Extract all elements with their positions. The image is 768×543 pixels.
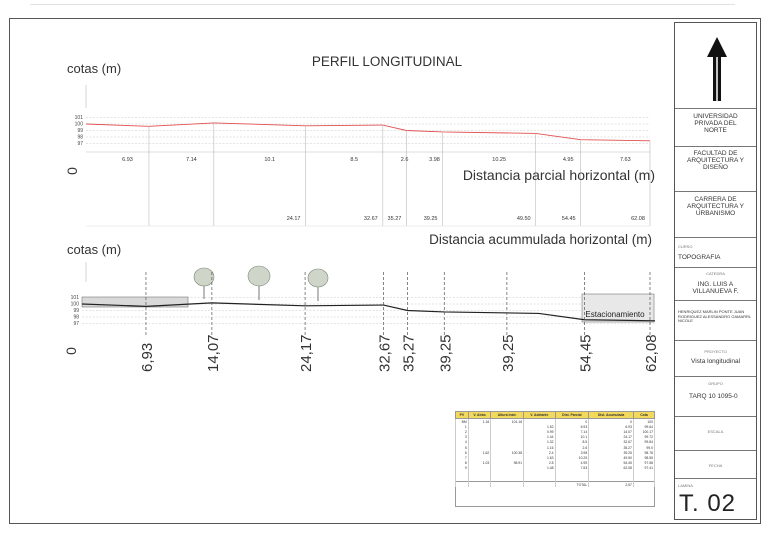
table-cell: 10.1	[555, 435, 589, 440]
top-elev-tick: 97	[77, 141, 83, 147]
cumulative-distance: 35.27	[387, 216, 402, 222]
table-cell: 4	[456, 440, 469, 445]
table-cell: 0.99	[524, 429, 555, 434]
chair-value: ING. LUIS A VILLANUEVA F.	[692, 281, 739, 295]
cumulative-distance: 49.50	[516, 216, 531, 222]
top-ylabel: cotas (m)	[67, 61, 122, 76]
table-cell: 5	[456, 445, 469, 450]
table-cell: 1.62	[468, 450, 491, 455]
top-elev-tick: 99	[77, 128, 83, 134]
cumulative-distance: 62.08	[631, 216, 645, 222]
career-name: CARRERA DE ARQUITECTURA Y URBANISMO	[687, 196, 744, 217]
table-cell: 8.5	[555, 440, 589, 445]
leveling-table	[455, 411, 655, 487]
top-elevation-grid	[86, 118, 650, 144]
bottom-elev-tick: 99	[73, 308, 79, 314]
bottom-elevation-ticks	[71, 295, 80, 327]
partial-distance: 7.14	[186, 157, 197, 163]
table-cell: 3.98	[555, 450, 589, 455]
station-label: 14,07	[204, 334, 222, 372]
sheet-code: T. 02	[679, 490, 737, 517]
partial-distance: 6.93	[122, 157, 133, 163]
partial-distance: 4.95	[562, 157, 574, 163]
university-name: UNIVERSIDAD PRIVADA DEL NORTE	[693, 113, 738, 134]
group-cell	[675, 376, 756, 416]
table-cell: 1.16	[468, 419, 491, 425]
table-header-cell: PV	[456, 412, 469, 419]
top-elev-tick: 101	[74, 115, 83, 121]
project-cell	[675, 340, 756, 376]
table-cell: 1.52	[524, 424, 555, 429]
chair-label: CATEDRA	[706, 271, 725, 276]
chair-cell	[675, 267, 756, 300]
table-cell: 100.17	[633, 429, 654, 434]
table-cell: BM	[456, 419, 469, 425]
top-partial-distances	[122, 157, 631, 163]
partial-distance: 10.1	[264, 157, 276, 163]
table-cell	[491, 482, 524, 488]
table-cell: 7.14	[555, 429, 589, 434]
tree-icon	[308, 269, 328, 301]
sheet-label: LAMINA	[678, 483, 693, 488]
table-cell: 99.72	[633, 435, 654, 440]
station-label: 39,25	[499, 334, 517, 372]
cumulative-distance: 32.67	[363, 216, 378, 222]
tree-icon	[248, 266, 270, 300]
table-cell: 4.95	[555, 461, 589, 466]
tree-icon	[194, 268, 214, 299]
table-cell: 99.84	[633, 440, 654, 445]
career-cell	[675, 191, 756, 237]
table-cell: 32.67	[589, 440, 634, 445]
table-cell: 24.17	[589, 435, 634, 440]
project-value: Vista longitudinal	[690, 358, 741, 365]
group-value: TARQ 10 1095-0	[689, 393, 738, 400]
station-label: 62,08	[643, 334, 660, 372]
sheet-code-cell	[675, 478, 756, 521]
table-cell: 49.50	[589, 455, 634, 460]
table-cell: 1	[456, 424, 469, 429]
date-cell	[675, 450, 756, 478]
bottom-elev-tick: 97	[73, 321, 79, 327]
table-cell: 62.08	[589, 466, 634, 471]
group-label: GRUPO	[708, 381, 723, 386]
station-label: 6,93	[138, 342, 156, 372]
table-header-cell: Altura Instr.	[491, 412, 524, 419]
table-cell: 39.25	[589, 450, 634, 455]
table-cell: 54.45	[589, 461, 634, 466]
table-cell: 1.44	[524, 435, 555, 440]
course-cell	[675, 237, 756, 267]
table-cell: 97.41	[633, 466, 654, 471]
table-cell: 2.8	[524, 461, 555, 466]
north-arrow-icon	[675, 23, 758, 108]
table-cell: 99.0	[633, 445, 654, 450]
partial-distance: 7.63	[619, 157, 631, 163]
table-cell: 2.4	[524, 450, 555, 455]
table-cell	[524, 482, 555, 488]
students-cell	[675, 300, 756, 340]
table-total-row	[456, 482, 655, 488]
faculty-name: FACULTAD DE ARQUITECTURA Y DISEÑO	[687, 150, 744, 171]
date-label: FECHA	[708, 463, 723, 468]
course-value: TOPOGRAFIA	[678, 254, 721, 261]
cumulative-distance: 54.45	[561, 216, 576, 222]
table-cell: 9	[456, 466, 469, 471]
table-cell: 97.58	[633, 461, 654, 466]
bottom-zero-label: 0	[63, 347, 79, 355]
table-cell: 100.38	[491, 450, 524, 455]
table-cell: 6.93	[589, 424, 634, 429]
bottom-elev-tick: 100	[70, 301, 79, 308]
table-cell: 6.93	[555, 424, 589, 429]
partial-distance: 3.98	[429, 157, 440, 163]
table-cell: 0	[555, 419, 589, 425]
table-cell: 101.16	[491, 419, 524, 425]
station-label: 54,45	[577, 334, 595, 372]
parking-label: Estacionamiento	[585, 310, 645, 319]
table-cell: 6	[456, 450, 469, 455]
bottom-station-labels	[139, 334, 660, 372]
partial-distance: 8.5	[350, 157, 359, 163]
table-cell: 3	[456, 435, 469, 440]
top-profile-line	[86, 123, 650, 141]
project-label: PROYECTO	[704, 349, 727, 354]
cumulative-distance: 24.17	[286, 216, 301, 222]
partial-distance: 10.25	[492, 157, 507, 163]
table-cell: 1.32	[524, 440, 555, 445]
station-label: 39,25	[437, 334, 455, 372]
table-cell: 2	[456, 429, 469, 434]
top-elevation-ticks	[75, 115, 84, 147]
partial-distance-label: Distancia parcial horizontal (m)	[462, 167, 655, 183]
total-value: 2,57	[589, 482, 634, 488]
table-cell: 100	[633, 419, 654, 425]
table-cell	[456, 482, 469, 488]
table-cell: 7	[456, 455, 469, 460]
table-cell: 0	[589, 419, 634, 425]
table-cell: 7.63	[555, 466, 589, 471]
table-header-cell: V. Atrás	[468, 412, 491, 419]
table-cell: 98.78	[633, 450, 654, 455]
table-cell: 10.25	[555, 455, 589, 460]
table-cell	[468, 482, 491, 488]
table-header-cell: Dist. Acumulada	[589, 412, 634, 419]
table-cell: 8	[456, 461, 469, 466]
top-elev-tick: 100	[74, 121, 83, 128]
table-cell: 1.16	[524, 445, 555, 450]
station-label: 24,17	[298, 334, 316, 372]
table-header-cell: V. Adelante	[524, 412, 555, 419]
university-cell	[675, 108, 756, 146]
table-cell: 14.07	[589, 429, 634, 434]
faculty-cell	[675, 146, 756, 191]
table-cell: 1.48	[524, 466, 555, 471]
bottom-elev-tick: 101	[70, 295, 79, 301]
terrain-profile-line	[82, 303, 655, 321]
top-cumulative-distances	[287, 216, 645, 222]
station-label: 32,67	[376, 334, 394, 372]
title-block	[674, 22, 757, 520]
top-zero-label: 0	[64, 167, 80, 175]
cumulative-distance-label: Distancia acummulada horizontal (m)	[429, 232, 652, 247]
partial-distance: 2.6	[400, 157, 409, 163]
table-cell: 99.64	[633, 424, 654, 429]
table-header-cell: Dist. Parcial	[555, 412, 589, 419]
scale-cell	[675, 416, 756, 450]
students-value: HENRIQUEZ MARLIN PONTE JUAN RODRIGUEZ ALESSANDRO GAMARRL NICOLE	[678, 309, 751, 324]
table-header-cell: Cota	[633, 412, 654, 419]
table-cell: 2.6	[555, 445, 589, 450]
table-cell: 1.03	[468, 461, 491, 466]
bottom-ylabel: cotas (m)	[67, 242, 122, 257]
bottom-elev-tick: 98	[73, 314, 79, 321]
scale-label: ESCALA	[707, 429, 724, 434]
table-cell: 1.63	[524, 455, 555, 460]
top-elev-tick: 98	[77, 134, 83, 141]
cumulative-distance: 39.25	[423, 216, 438, 222]
drawing-title: PERFIL LONGITUDINAL	[311, 54, 463, 69]
table-cell: 98.91	[491, 461, 524, 466]
station-label: 35,27	[400, 334, 418, 372]
course-label: CURSO	[678, 244, 693, 249]
table-cell	[633, 482, 654, 488]
table-cell: 98.55	[633, 455, 654, 460]
total-label: TOTAL	[555, 482, 589, 488]
table-cell: 35.27	[589, 445, 634, 450]
